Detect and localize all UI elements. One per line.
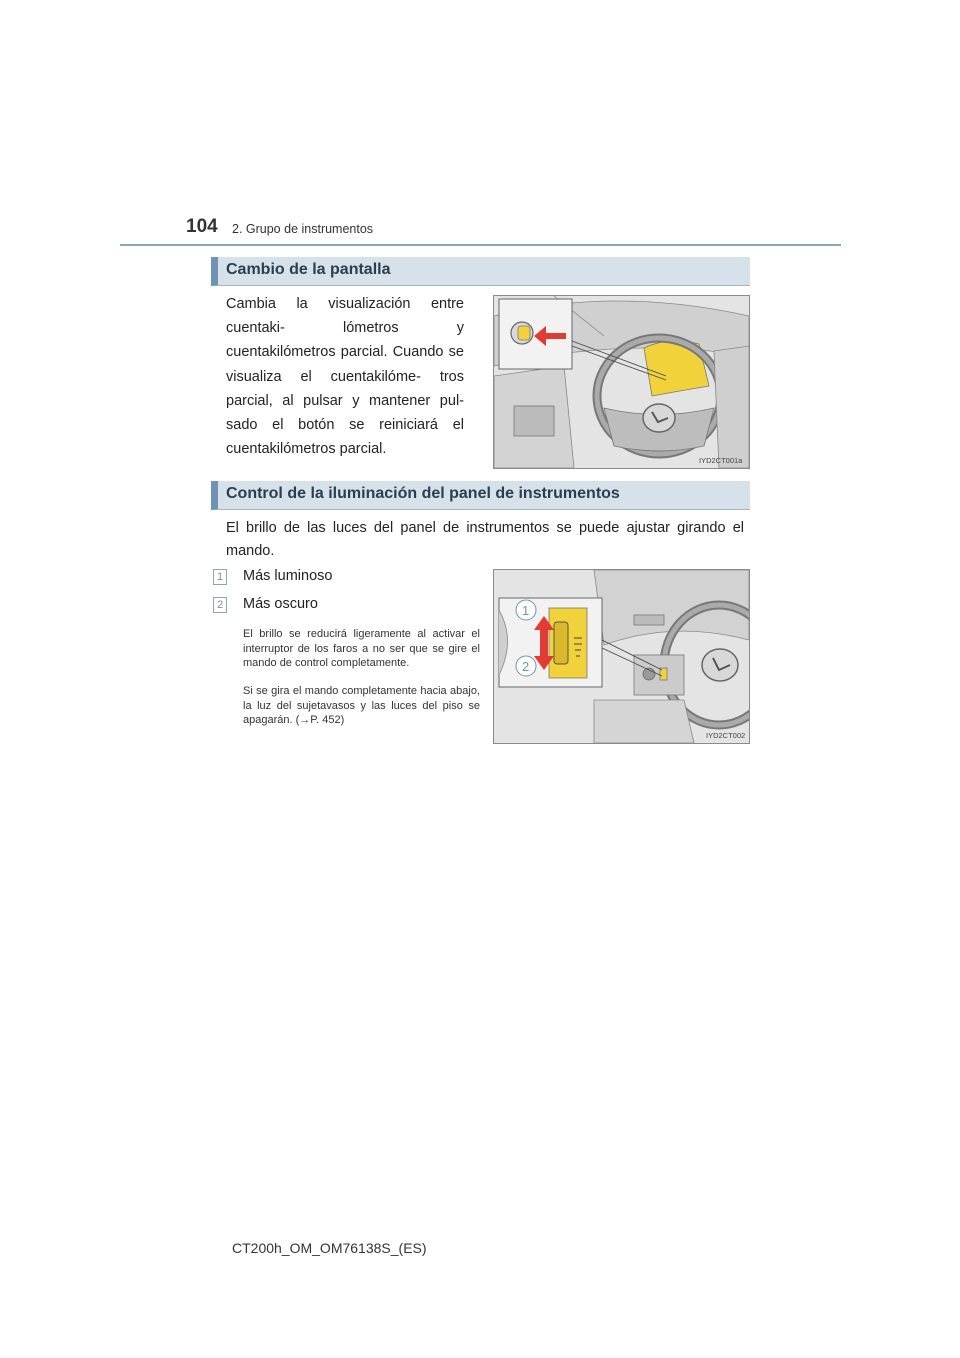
section-heading-display-change: [211, 257, 750, 286]
chapter-title: 2. Grupo de instrumentos: [232, 222, 374, 236]
list-item-darker: Más oscuro: [243, 596, 318, 612]
callout-1: 1: [522, 603, 530, 618]
figure-code: IYD2CT002: [706, 731, 746, 740]
section-heading-text: Control de la iluminación del panel de instrumentos: [226, 485, 620, 502]
section-heading-panel-lighting: [211, 481, 750, 510]
section2-paragraph: El brillo de las luces del panel de instrumentos se puede ajustar girando el mando.: [226, 520, 744, 559]
callout-2: 2: [522, 659, 530, 674]
figure-code: IYD2CT001a: [699, 456, 743, 465]
section-heading-text: Cambio de la pantalla: [226, 261, 391, 278]
page-number: 104: [186, 216, 218, 237]
document-code: CT200h_OM_OM76138S_(ES): [232, 1240, 427, 1256]
figure-dimmer-control: [493, 569, 750, 744]
figure-odometer-button: [493, 295, 750, 469]
list-item-number: 2: [213, 597, 227, 613]
list-item-number: 1: [213, 569, 227, 585]
dimmer-illustration: [494, 570, 749, 743]
note-paragraph: El brillo se reducirá ligeramente al activar el interruptor de los faros a no ser que se gire el mando de control completamente.: [243, 628, 480, 669]
note-paragraph: Si se gira el mando completamente hacia abajo, la luz del sujetavasos y las luces del piso se apagarán. (→P. 452): [243, 685, 480, 726]
dashboard-illustration: [494, 296, 749, 468]
header-rule: [120, 244, 841, 246]
list-item-brighter: Más luminoso: [243, 568, 333, 584]
section1-paragraph: Cambia la visualización entre cuentaki- lómetros y cuentakilómetros parcial. Cuando se visualiza el cuentakilóme- tros parcial, al pulsar y mantener pul- sado el botón se reiniciará el cuentakilómetros parcial.: [226, 296, 464, 458]
